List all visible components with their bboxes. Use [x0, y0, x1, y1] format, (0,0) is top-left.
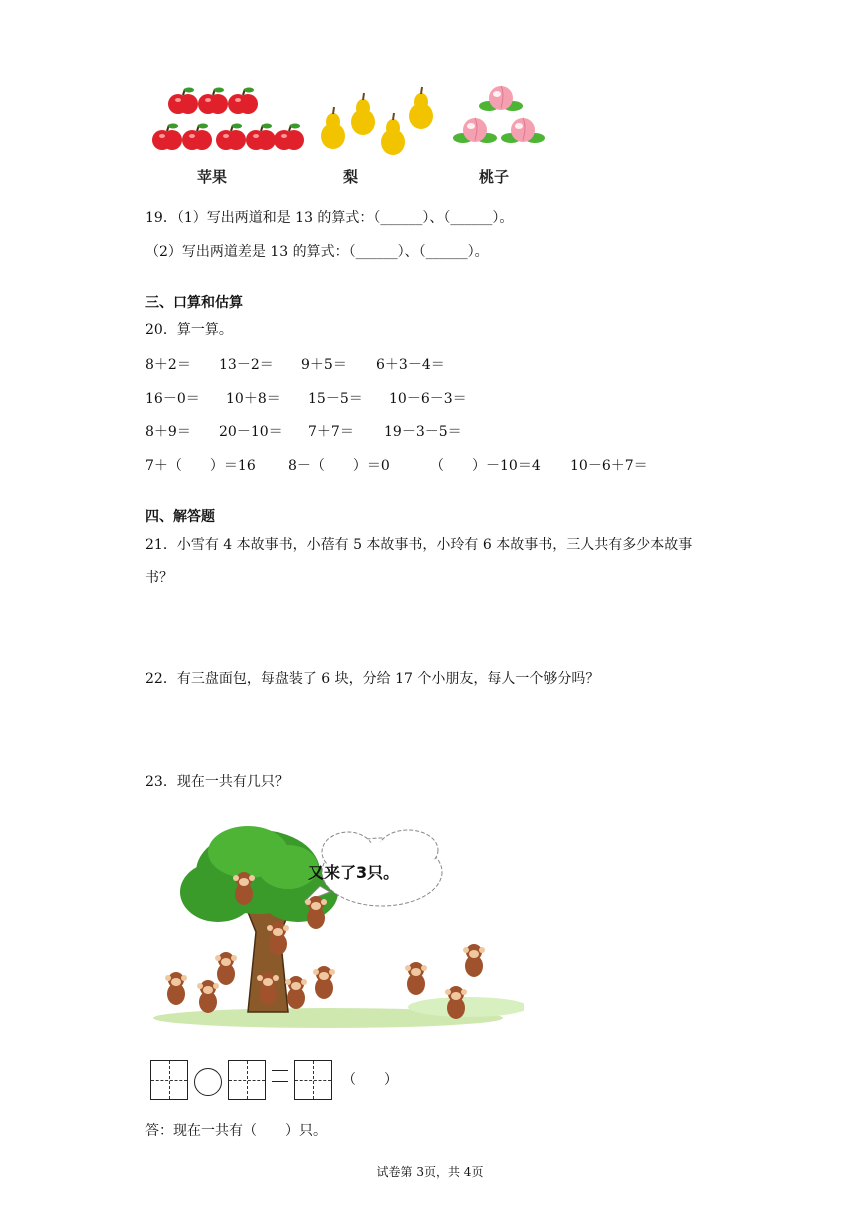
- peaches-group: [453, 86, 545, 143]
- calc-r4c2: 8－（ ）＝0: [288, 458, 390, 474]
- apples-label: 苹果: [197, 168, 228, 186]
- apple-icon: [216, 124, 246, 151]
- apple-icon: [182, 124, 212, 151]
- calc-r2c4: 10－6－3＝: [389, 391, 467, 407]
- apple-icon: [198, 88, 228, 115]
- calc-r1c1: 8＋2＝: [145, 357, 191, 373]
- section4-heading: 四、解答题: [145, 509, 215, 525]
- calc-r2c2: 10＋8＝: [226, 391, 281, 407]
- monkey-illustration: [148, 812, 524, 1030]
- apple-icon: [152, 124, 182, 151]
- apple-icon: [246, 124, 276, 151]
- calc-r3c4: 19－3－5＝: [384, 424, 462, 440]
- pears-label: 梨: [343, 168, 359, 186]
- unit-paren: （ ）: [342, 1072, 398, 1088]
- apples-group: [152, 88, 304, 151]
- q21-line1: 21．小雪有 4 本故事书，小蓓有 5 本故事书，小玲有 6 本故事书，三人共有多少本故事: [145, 537, 693, 553]
- pear-icon: [381, 113, 405, 155]
- monkey-picture: [148, 812, 524, 1030]
- monkey-icon: [215, 952, 237, 985]
- calc-r4c1: 7＋（ ）＝16: [145, 458, 256, 474]
- monkey-icon: [405, 962, 427, 995]
- calc-r3c2: 20－10＝: [219, 424, 283, 440]
- pears-group: [321, 87, 433, 155]
- calc-r3c1: 8＋9＝: [145, 424, 191, 440]
- q19-line2: （2）写出两道差是 13 的算式：（______）、（______）。: [145, 244, 489, 260]
- pear-icon: [321, 107, 345, 149]
- monkey-icon: [285, 976, 307, 1009]
- q22-text: 22．有三盘面包，每盘装了 6 块，分给 17 个小朋友，每人一个够分吗？: [145, 671, 600, 687]
- answer-line: 答：现在一共有（ ）只。: [145, 1123, 327, 1139]
- monkey-icon: [165, 972, 187, 1005]
- pear-icon: [351, 93, 375, 135]
- monkey-icon: [197, 980, 219, 1013]
- section3-heading: 三、口算和估算: [145, 295, 243, 311]
- peach-icon: [479, 86, 523, 111]
- q19-line1: 19．（1）写出两道和是 13 的算式：（______）、（______）。: [145, 210, 514, 226]
- apple-icon: [274, 124, 304, 151]
- operator-circle[interactable]: [194, 1068, 222, 1096]
- calc-r1c2: 13－2＝: [219, 357, 274, 373]
- calc-r3c3: 7＋7＝: [308, 424, 354, 440]
- calc-r2c3: 15－5＝: [308, 391, 363, 407]
- answer-box-3[interactable]: [294, 1060, 332, 1100]
- equals-sign: [272, 1070, 288, 1082]
- calc-r4c3: （ ）－10＝4: [430, 458, 541, 474]
- q23-text: 23．现在一共有几只？: [145, 774, 289, 790]
- monkey-icon: [313, 966, 335, 999]
- calc-r2c1: 16－0＝: [145, 391, 200, 407]
- peach-icon: [453, 118, 497, 143]
- speech-text: 又来了3只。: [308, 863, 400, 882]
- peaches-label: 桃子: [479, 168, 510, 186]
- apple-icon: [228, 88, 258, 115]
- answer-box-1[interactable]: [150, 1060, 188, 1100]
- q21-line2: 书？: [145, 570, 173, 586]
- fruit-picture: [145, 72, 547, 192]
- answer-box-2[interactable]: [228, 1060, 266, 1100]
- calc-r1c3: 9＋5＝: [301, 357, 347, 373]
- apple-icon: [168, 88, 198, 115]
- q20-text: 20．算一算。: [145, 322, 233, 338]
- calc-r4c4: 10－6＋7＝: [570, 458, 648, 474]
- pear-icon: [409, 87, 433, 129]
- monkey-icon: [305, 896, 327, 929]
- page-footer: 试卷第 3页，共 4页: [376, 1165, 484, 1179]
- calc-r1c4: 6＋3－4＝: [376, 357, 445, 373]
- monkey-icon: [463, 944, 485, 977]
- peach-icon: [501, 118, 545, 143]
